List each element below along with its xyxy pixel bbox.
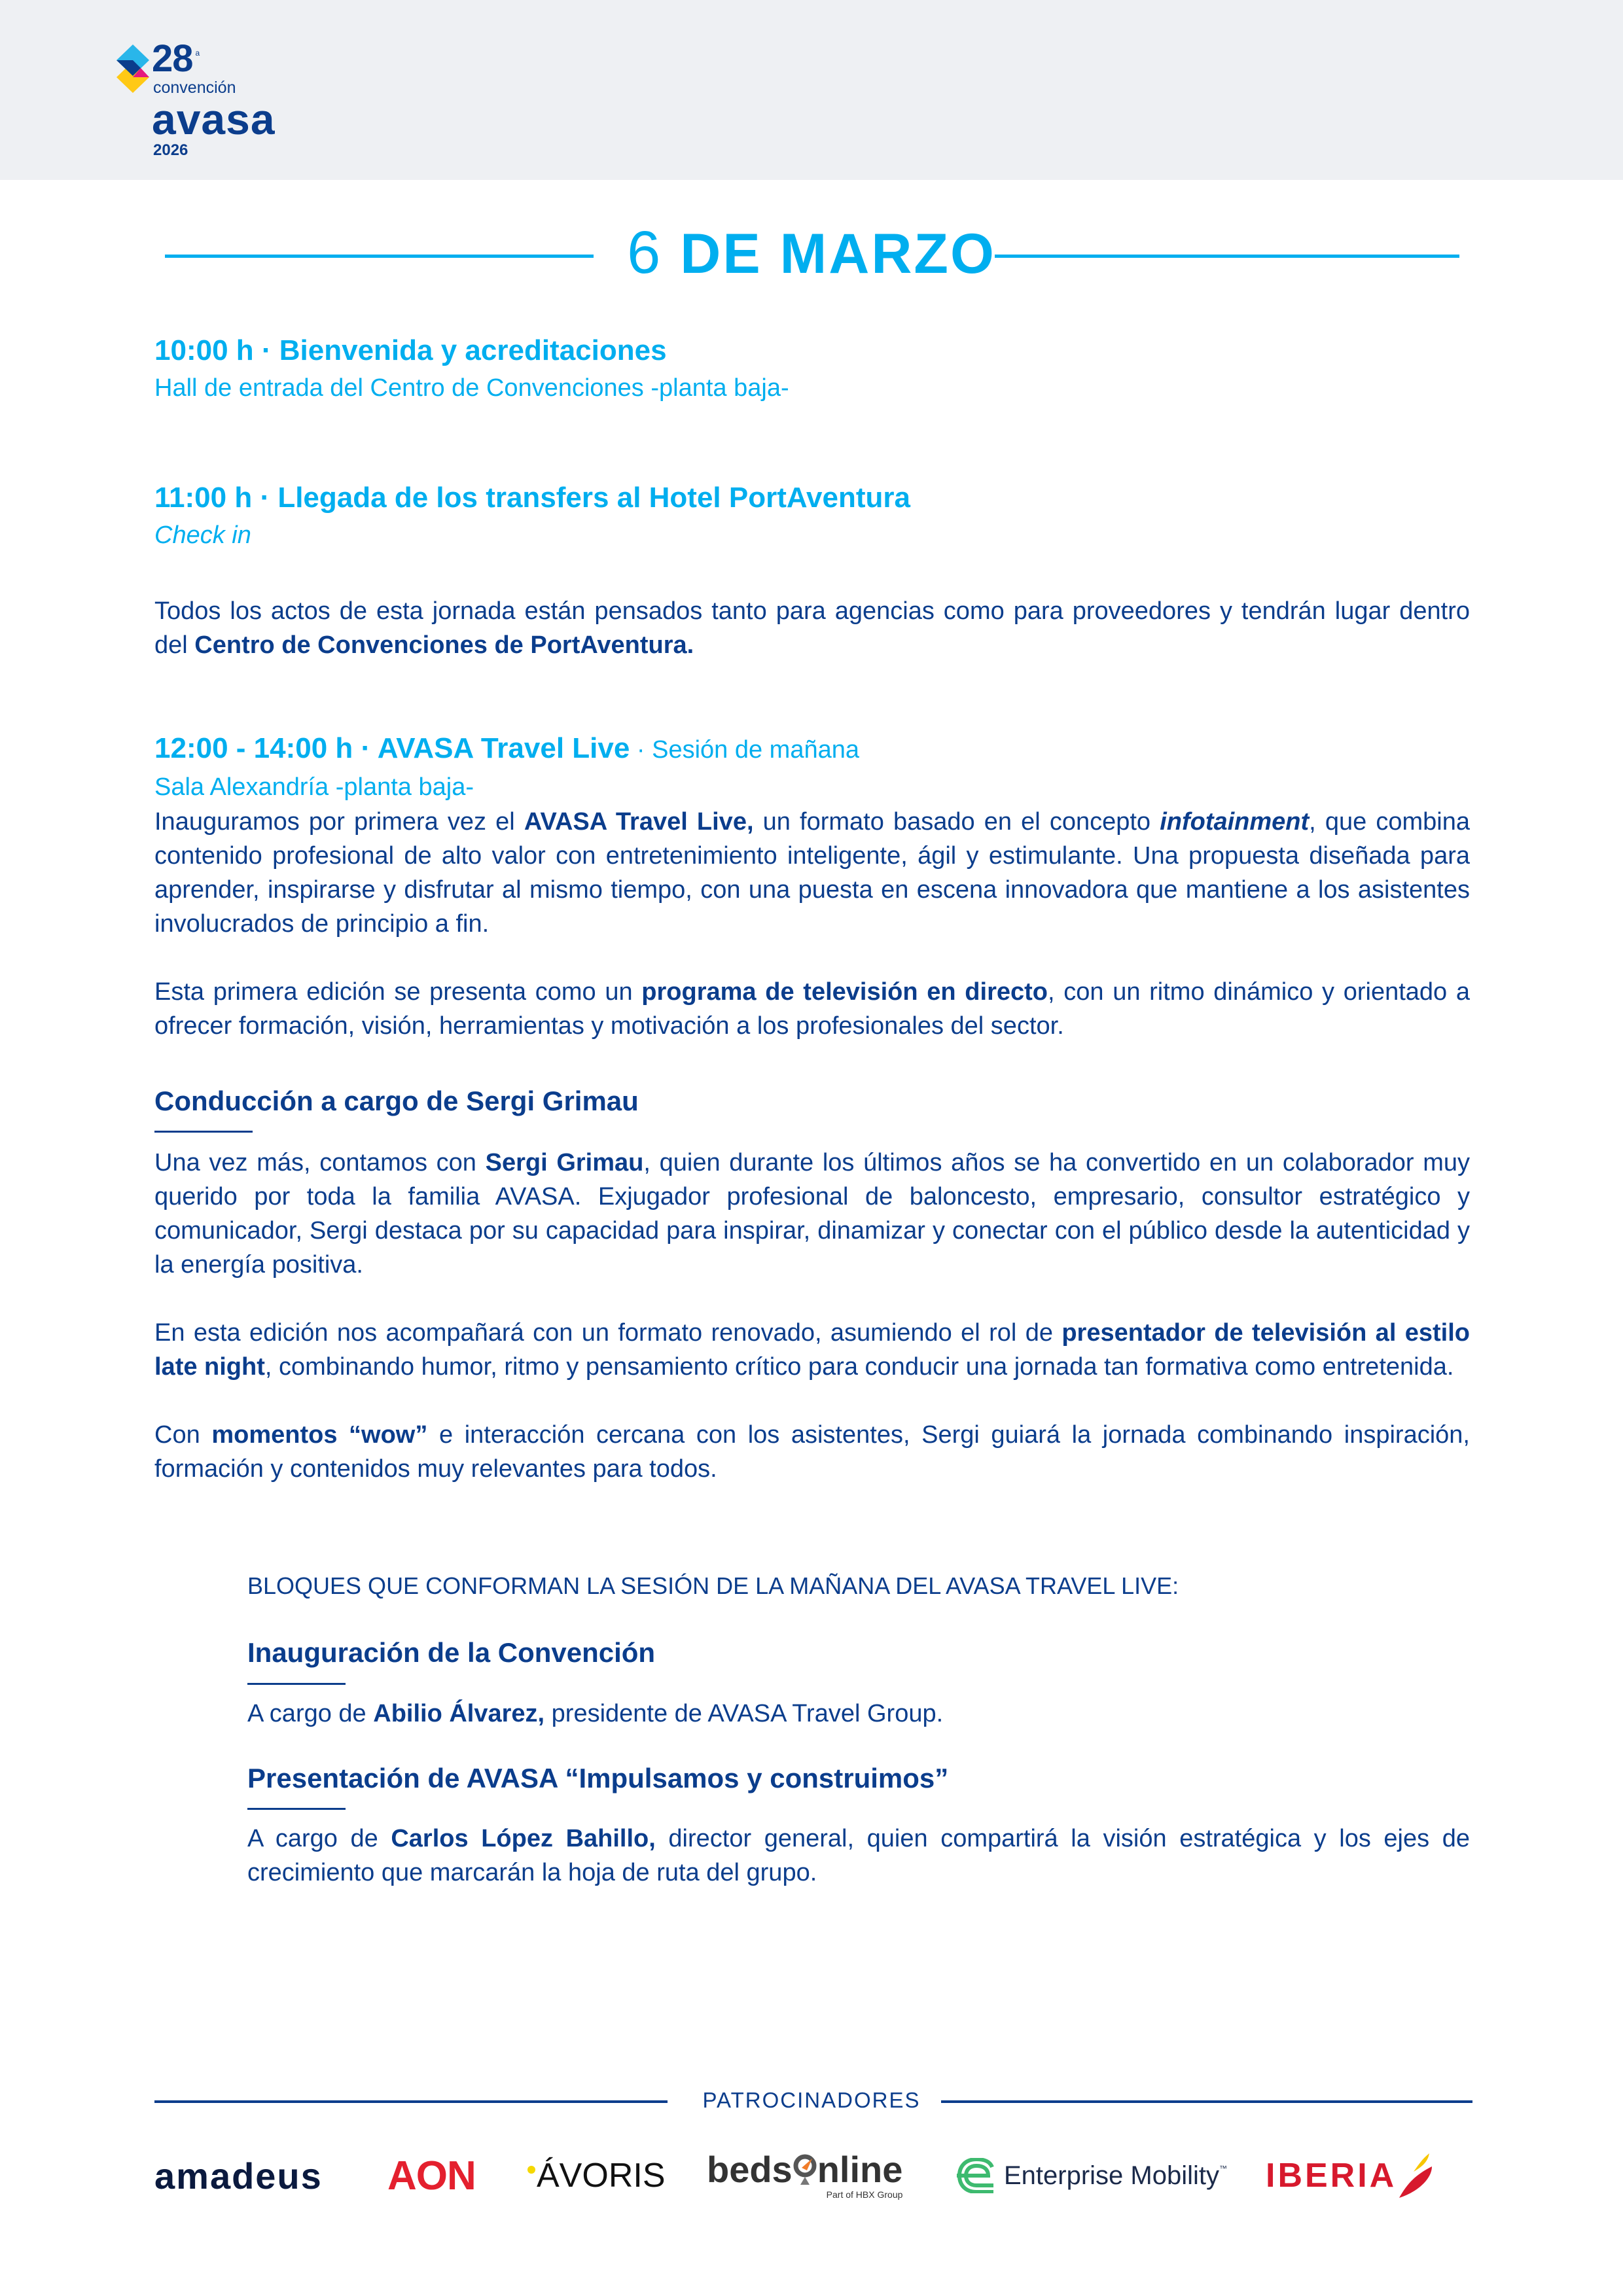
text: e interacción cercana con los asistentes, Sergi guiará la jornada combinando inspiración, formación y contenidos muy relevantes para todos. (154, 1421, 1470, 1483)
travel-live-paragraph-1 (154, 805, 1470, 941)
diamond-logo-icon (116, 44, 149, 93)
logo-year: 2026 (153, 141, 188, 159)
schedule-time: 10:00 h (154, 334, 254, 366)
bold-text: Sergi Grimau (485, 1149, 644, 1177)
avoris-dot-icon (527, 2166, 535, 2174)
bold-text: Carlos López Bahillo, (391, 1824, 656, 1852)
sponsor-bedsonline-logo (707, 2140, 902, 2212)
convention-logo (116, 39, 339, 170)
bedsonline-wordmark (707, 2151, 902, 2188)
separator: · (353, 732, 378, 764)
text: Esta primera edición se presenta como un (154, 978, 642, 1006)
bold-text: programa de televisión en directo (641, 978, 1048, 1006)
block-title: Presentación de AVASA “Impulsamos y construimos” (247, 1762, 949, 1793)
logo-edition-suffix: a (195, 48, 200, 58)
logo-edition: 28 (152, 37, 193, 80)
separator: · (252, 482, 278, 514)
session-label: Sesión de mañana (652, 736, 859, 764)
enterprise-e-icon (955, 2158, 996, 2193)
logo-text-stack (152, 39, 276, 160)
date-title (0, 220, 1623, 285)
bold-text: momentos “wow” (211, 1421, 428, 1449)
block-title: Inauguración de la Convención (247, 1637, 656, 1669)
enterprise-wordmark: Enterprise Mobility (1004, 2161, 1220, 2190)
host-paragraph-3 (154, 1418, 1470, 1486)
schedule-item-transfers (154, 481, 1470, 552)
sponsor-enterprise-logo (955, 2140, 1227, 2212)
separator: · (630, 736, 652, 764)
italic-bold-text: infotainment (1160, 808, 1310, 836)
intro-text: Todos los actos de esta jornada están pensados tanto para agencias como para proveedores y tendrán lugar dentro del (154, 597, 1470, 659)
text: En esta edición nos acompañará con un formato renovado, asumiendo el rol de (154, 1319, 1062, 1347)
schedule-title: Llegada de los transfers al Hotel PortAventura (277, 482, 910, 514)
host-section (154, 1085, 1470, 1486)
schedule-note: Check in (154, 521, 251, 549)
aon-wordmark: AON (387, 2153, 476, 2199)
schedule-location: Hall de entrada del Centro de Convenciones -planta baja- (154, 374, 789, 402)
schedule-heading (154, 732, 1470, 766)
logo-edition-row (152, 39, 200, 79)
text: , combinando humor, ritmo y pensamiento crítico para conducir una jornada tan formativa como entretenida. (264, 1353, 1454, 1381)
date-day: 6 (627, 219, 663, 286)
text: , quien durante los últimos años se ha convertido en un colaborador muy querido por toda la familia AVASA. Exjugador profesional de baloncesto, empresario, consultor estratégico y comunicador, Sergi destaca por su capacidad para inspirar, dinamizar y conectar con el público desde la autenticidad y la energía positiva. (154, 1149, 1471, 1279)
text: , con un ritmo dinámico y orientado a ofrecer formación, visión, herramientas y motivación a los profesionales del sector. (154, 978, 1471, 1040)
schedule-item-travel-live (154, 732, 1470, 1043)
schedule-item-welcome (154, 334, 1470, 404)
date-month: DE MARZO (680, 222, 996, 285)
blocks-heading: BLOQUES QUE CONFORMAN LA SESIÓN DE LA MAÑANA DEL AVASA TRAVEL LIVE: (247, 1572, 1179, 1599)
intro-bold: Centro de Convenciones de PortAventura. (194, 631, 694, 659)
schedule-heading (154, 481, 1470, 516)
text: presidente de AVASA Travel Group. (544, 1699, 944, 1727)
schedule-time: 11:00 h (154, 482, 253, 514)
text: un formato basado en el concepto (753, 808, 1160, 836)
bold-text: AVASA Travel Live, (524, 808, 754, 836)
block-description (247, 1697, 1470, 1731)
text: Una vez más, contamos con (154, 1149, 486, 1177)
heading-underline (247, 1808, 346, 1810)
logo-brand: avasa (152, 95, 276, 143)
schedule-heading (154, 334, 1470, 368)
text: , que combina contenido profesional de alto valor con entretenimiento inteligente, ágil y estimulante. Una propuesta diseñada para aprender, inspirarse y disfrutar al mismo tiempo, con una puesta en escena innovadora que mantiene a los asistentes involucrados de principio a fin. (154, 808, 1470, 938)
sponsor-avoris-logo (527, 2140, 666, 2212)
host-paragraph-1 (154, 1146, 1470, 1282)
text: director general, quien compartirá la visión estratégica y los ejes de crecimiento que marcarán la hoja de ruta del grupo. (247, 1824, 1470, 1886)
schedule-time: 12:00 - 14:00 h (154, 732, 353, 764)
bold-text: Abilio Álvarez, (373, 1699, 545, 1727)
heading-underline (154, 1131, 253, 1133)
text: Con (154, 1421, 212, 1449)
intro-paragraph (154, 594, 1470, 662)
location-pin-icon (793, 2153, 817, 2186)
bedsonline-subtitle: Part of HBX Group (826, 2189, 903, 2200)
logo-convencion: convención (153, 79, 236, 97)
iberia-wing-icon (1397, 2152, 1436, 2199)
host-heading: Conducción a cargo de Sergi Grimau (154, 1086, 639, 1116)
heading-underline (247, 1683, 346, 1685)
text: nline (817, 2149, 903, 2190)
sponsors-title: PATROCINADORES (702, 2088, 921, 2112)
schedule-title: AVASA Travel Live (377, 732, 630, 764)
text: beds (707, 2149, 793, 2190)
text: A cargo de (247, 1824, 391, 1852)
block-item (247, 1636, 1470, 1730)
block-item (247, 1762, 1470, 1890)
sponsor-amadeus-logo (154, 2140, 323, 2212)
session-blocks (247, 1572, 1470, 1890)
block-description (247, 1822, 1470, 1890)
iberia-wordmark: IBERIA (1266, 2157, 1397, 2195)
schedule-title: Bienvenida y acreditaciones (279, 334, 667, 366)
sponsor-iberia-logo (1266, 2140, 1436, 2212)
travel-live-paragraph-2 (154, 975, 1470, 1043)
text: A cargo de (247, 1699, 374, 1727)
sponsor-aon-logo (387, 2140, 476, 2212)
separator: · (253, 334, 279, 366)
bold-text: presentador de televisión al estilo late night (154, 1319, 1470, 1381)
schedule-location: Sala Alexandría -planta baja- (154, 773, 474, 801)
avoris-wordmark: ÁVORIS (537, 2157, 666, 2195)
trademark-symbol: ™ (1219, 2164, 1228, 2173)
host-paragraph-2 (154, 1316, 1470, 1384)
text: Inauguramos por primera vez el (154, 808, 524, 836)
amadeus-wordmark: amadeus (154, 2155, 323, 2197)
